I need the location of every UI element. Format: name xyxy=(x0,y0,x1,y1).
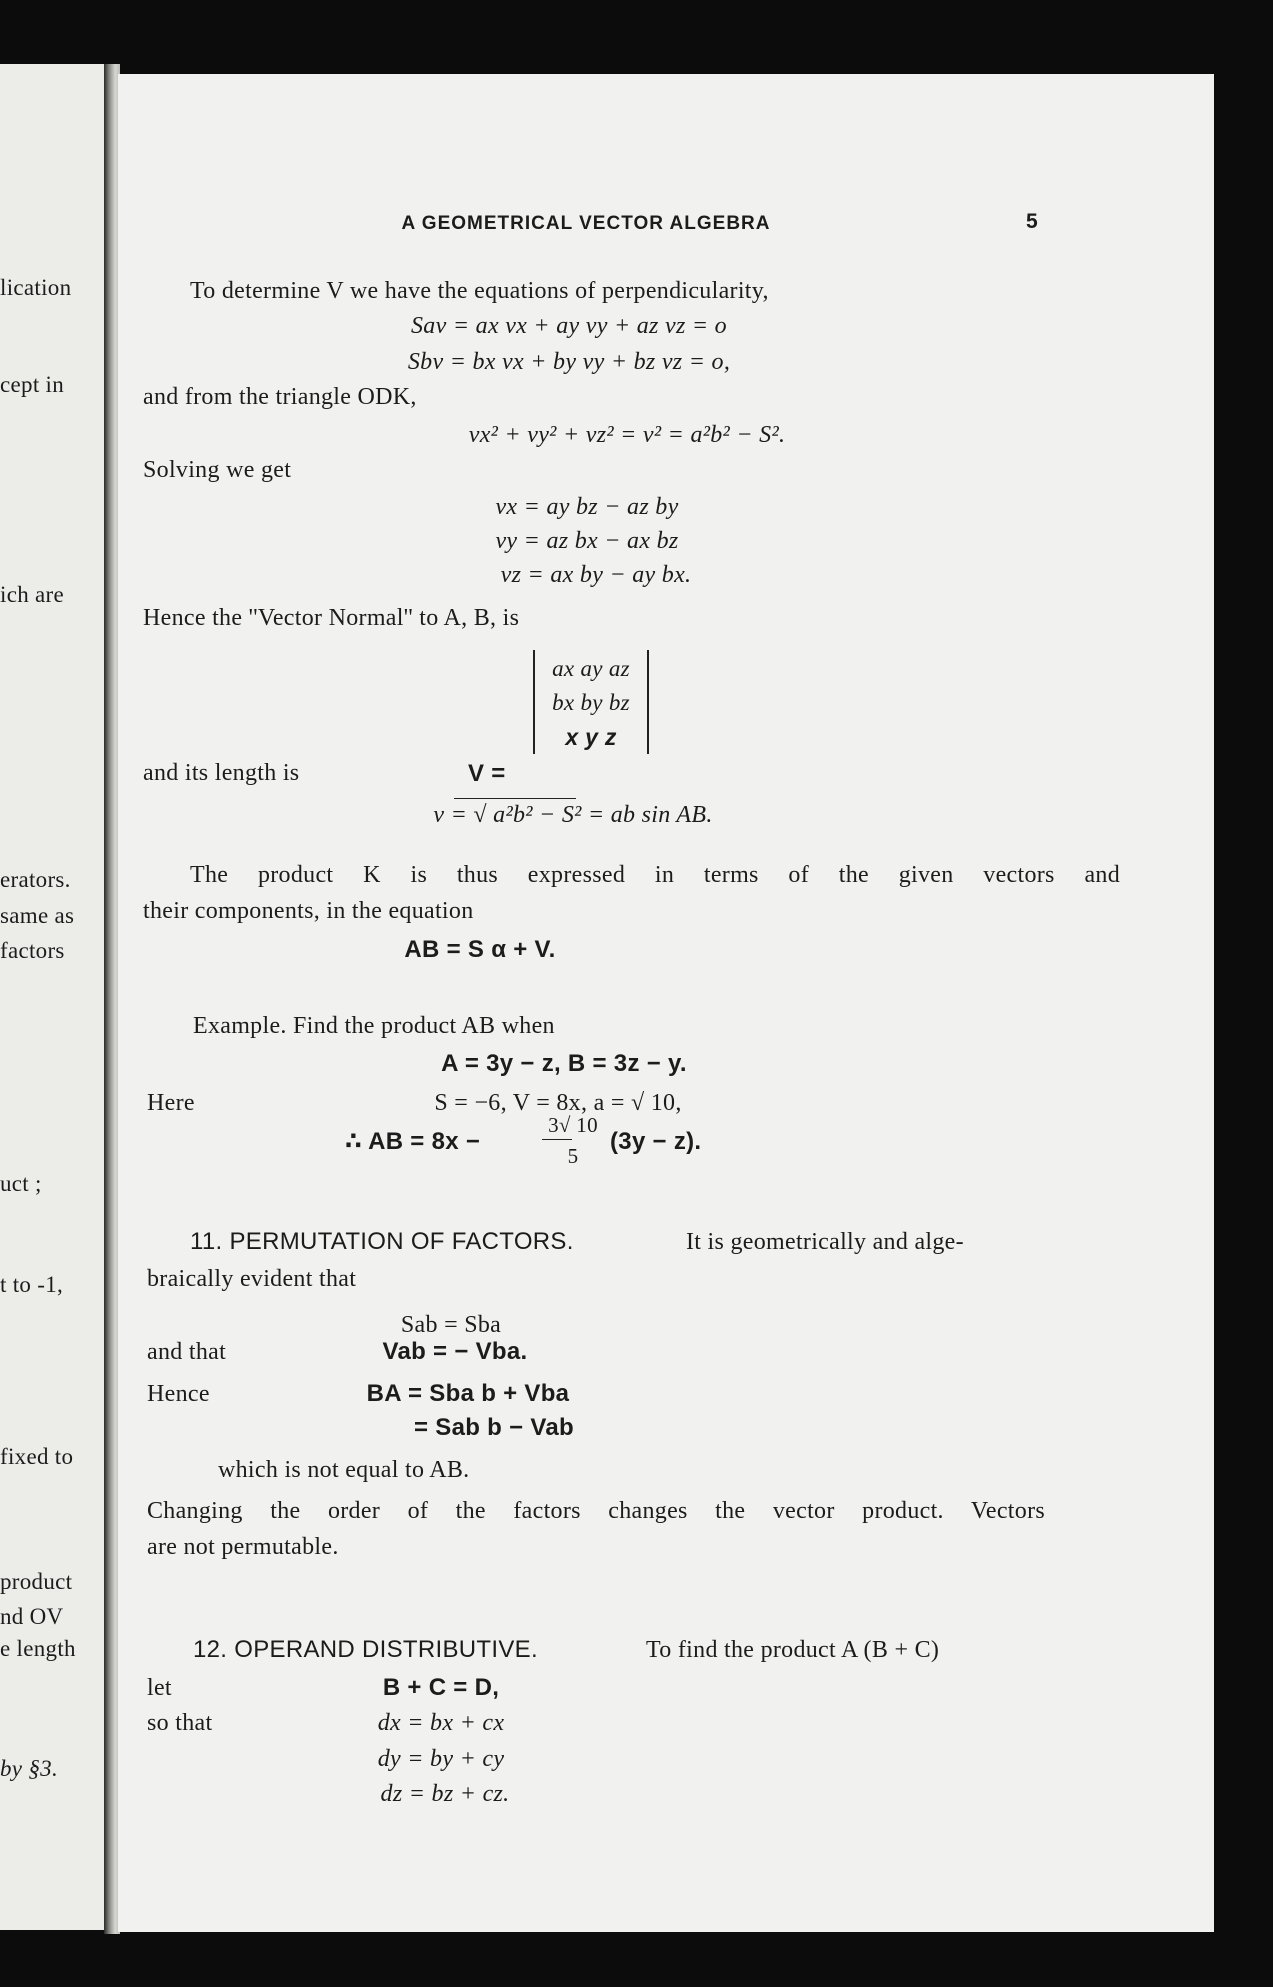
margin-text: nd OV xyxy=(0,1604,64,1629)
margin-text: factors xyxy=(0,938,65,963)
equation: vy = az bx − ax bz xyxy=(495,528,679,554)
equation: dx = bx + cx xyxy=(377,1710,505,1736)
paragraph: and from the triangle ODK, xyxy=(143,384,417,410)
page-number: 5 xyxy=(1026,210,1039,233)
fraction-denominator: 5 xyxy=(567,1144,579,1168)
paragraph: and its length is xyxy=(143,760,300,786)
label: Here xyxy=(147,1090,195,1116)
label: and that xyxy=(147,1339,227,1365)
equation: ∴ AB = 8x − xyxy=(345,1128,481,1155)
running-header: A GEOMETRICAL VECTOR ALGEBRA xyxy=(401,213,771,234)
paragraph: It is geometrically and alge- xyxy=(686,1229,964,1255)
label: so that xyxy=(147,1710,213,1736)
equation: (3y − z). xyxy=(610,1128,702,1155)
equation: = Sab b − Vab xyxy=(414,1414,574,1441)
determinant-row: ax ay az xyxy=(552,656,630,681)
equation: v = √ a²b² − S² = ab sin AB. xyxy=(433,802,713,828)
margin-text: product xyxy=(0,1569,73,1594)
margin-text: by §3. xyxy=(0,1756,59,1781)
paragraph: which is not equal to AB. xyxy=(218,1457,470,1483)
equation: AB = S α + V. xyxy=(404,936,556,963)
left-page xyxy=(0,64,104,1930)
paragraph: To find the product A (B + C) xyxy=(646,1637,940,1663)
equation: A = 3y − z, B = 3z − y. xyxy=(441,1050,687,1077)
equation: dy = by + cy xyxy=(377,1746,505,1772)
determinant-row: bx by bz xyxy=(552,690,630,715)
margin-text: t to -1, xyxy=(0,1272,64,1297)
equation: dz = bz + cz. xyxy=(380,1781,510,1807)
section-heading: 11. PERMUTATION OF FACTORS. xyxy=(190,1228,574,1255)
paragraph: To determine V we have the equations of perpendicularity, xyxy=(190,278,769,304)
paragraph: are not permutable. xyxy=(147,1534,339,1560)
margin-text: uct ; xyxy=(0,1171,42,1196)
equation: Sav = ax vx + ay vy + az vz = o xyxy=(411,313,727,339)
determinant-row: x y z xyxy=(565,724,617,750)
equation: Vab = − Vba. xyxy=(382,1338,528,1365)
radical-bar xyxy=(454,798,576,799)
fraction-bar xyxy=(542,1139,572,1140)
paragraph: Hence the ''Vector Normal'' to A, B, is xyxy=(143,605,520,631)
margin-text: ich are xyxy=(0,582,65,607)
margin-text: erators. xyxy=(0,867,71,892)
margin-text: lication xyxy=(0,275,72,300)
label: Hence xyxy=(147,1381,210,1407)
determinant-label: V = xyxy=(468,760,506,787)
equation: BA = Sba b + Vba xyxy=(366,1380,570,1407)
paragraph: Solving we get xyxy=(143,457,292,483)
equation: vx² + vy² + vz² = v² = a²b² − S². xyxy=(468,422,786,448)
margin-text: cept in xyxy=(0,372,65,397)
equation: B + C = D, xyxy=(382,1674,500,1701)
label: let xyxy=(147,1675,172,1701)
equation: vx = ay bz − az by xyxy=(495,494,679,520)
determinant xyxy=(533,650,649,754)
fraction-numerator: 3√ 10 xyxy=(548,1113,598,1137)
paragraph: Example. Find the product AB when xyxy=(193,1013,555,1039)
paragraph: Changing the order of the factors changes the vector product. Vectors xyxy=(147,1498,1045,1524)
margin-text: e length xyxy=(0,1636,76,1661)
equation: Sbv = bx vx + by vy + bz vz = o, xyxy=(407,349,731,375)
margin-text: same as xyxy=(0,903,75,928)
equation: vz = ax by − ay bx. xyxy=(500,562,692,588)
margin-text: fixed to xyxy=(0,1444,74,1469)
right-page xyxy=(118,74,1214,1932)
paragraph: their components, in the equation xyxy=(143,898,474,924)
equation: S = −6, V = 8x, a = √ 10, xyxy=(434,1090,682,1116)
paragraph: braically evident that xyxy=(147,1266,357,1292)
paragraph: The product K is thus expressed in terms of the given vectors and xyxy=(190,862,1120,888)
section-heading: 12. OPERAND DISTRIBUTIVE. xyxy=(193,1636,538,1663)
equation: Sab = Sba xyxy=(400,1312,502,1338)
